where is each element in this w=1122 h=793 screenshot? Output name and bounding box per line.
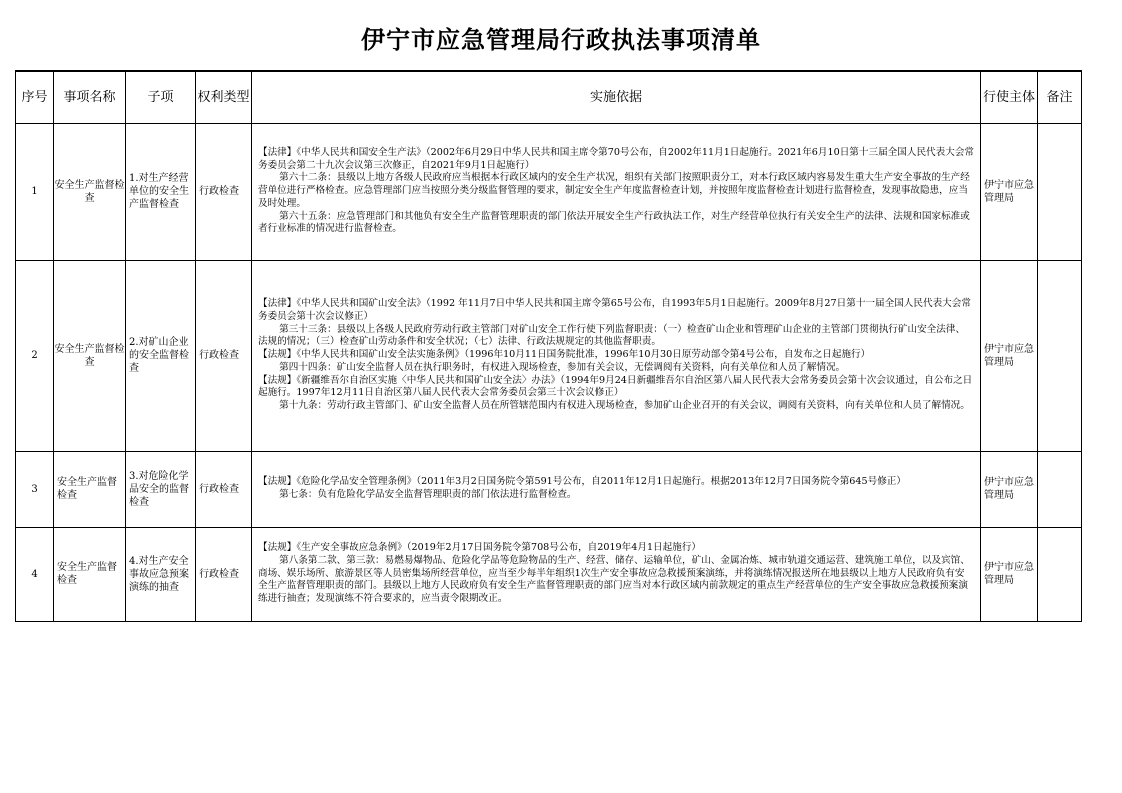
basis-paragraph: 【法规】《危险化学品安全管理条例》（2011年3月2日国务院令第591号公布，自2011年12月1日起施行。根据2013年12月7日国务院令第645号修正） <box>258 476 906 488</box>
header-basis: 实施依据 <box>252 71 981 123</box>
basis-paragraph: 【法规】《新疆维吾尔自治区实施〈中华人民共和国矿山安全法〉办法》（1994年9月24日新疆维吾尔自治区第八届人民代表大会常务委员会第十次会议通过，自公布之日起施行。1997年12月11日自治区第八届人民代表大会常务委员会第三十次会议修正） <box>258 374 973 399</box>
cell-item-name: 安全生产监督检查 <box>54 123 126 260</box>
cell-subject: 伊宁市应急管理局 <box>981 527 1038 621</box>
basis-paragraph: 第七条：负有危险化学品安全监督管理职责的部门依法进行监督检查。 <box>279 489 577 500</box>
table-row <box>16 260 1082 451</box>
basis-paragraph: 第八条第二款、第三款：易燃易爆物品、危险化学品等危险物品的生产、经营、储存、运输单位，矿山、金属冶炼、城市轨道交通运营、建筑施工单位，以及宾馆、商场、娱乐场所、旅游景区等人员密集场所经营单位，应当至少每半年组织1次生产安全事故应急救援预案演练，并将演练情况报送所在地县级以上地方人民政府负有安全生产监督管理职责的部门。县级以上地方人民政府负有安全生产监督管理职责的部门应当对本行政区域内前款规定的重点生产经营单位的生产安全事故应急救援预案演练进行抽查；发现演练不符合要求的，应当责令限期改正。 <box>258 554 970 605</box>
cell-sub-item: 2.对矿山企业的安全监督检查 <box>126 260 196 451</box>
cell-remark <box>1038 527 1082 621</box>
header-subject: 行使主体 <box>981 71 1038 123</box>
cell-basis <box>252 260 981 451</box>
cell-item-name: 安全生产监督检查 <box>54 260 126 451</box>
enforcement-items-table <box>15 70 1082 622</box>
cell-power-type: 行政检查 <box>196 527 252 621</box>
header-power-type: 权利类型 <box>196 71 252 123</box>
cell-sub-item: 3.对危险化学品安全的监督检查 <box>126 451 196 527</box>
table-row <box>16 451 1082 527</box>
header-sub-item: 子项 <box>126 71 196 123</box>
cell-sub-item: 4.对生产安全事故应急预案演练的抽查 <box>126 527 196 621</box>
cell-basis <box>252 451 981 527</box>
basis-paragraph: 【法律】《中华人民共和国安全生产法》（2002年6月29日中华人民共和国主席令第70号公布，自2002年11月1日起施行。2021年6月10日第十三届全国人民代表大会常务委员会第二十九次会议第三次修正，自2021年9月1日起施行） <box>258 147 975 171</box>
page-title: 伊宁市应急管理局行政执法事项清单 <box>361 26 761 54</box>
cell-subject: 伊宁市应急管理局 <box>981 451 1038 527</box>
cell-seq: 1 <box>16 123 54 260</box>
cell-seq: 2 <box>16 260 54 451</box>
cell-remark <box>1038 451 1082 527</box>
cell-basis <box>252 123 981 260</box>
cell-subject: 伊宁市应急管理局 <box>981 123 1038 260</box>
basis-paragraph: 第四十四条：矿山安全监督人员在执行职务时，有权进入现场检查，参加有关会议，无偿调阅有关资料，向有关单位和人员了解情况。 <box>279 361 846 373</box>
cell-seq: 3 <box>16 451 54 527</box>
cell-power-type: 行政检查 <box>196 451 252 527</box>
header-remark: 备注 <box>1038 71 1082 123</box>
table-header-row <box>16 71 1082 123</box>
cell-remark <box>1038 123 1082 260</box>
cell-power-type: 行政检查 <box>196 123 252 260</box>
header-item-name: 事项名称 <box>54 71 126 123</box>
cell-seq: 4 <box>16 527 54 621</box>
basis-paragraph: 第三十三条：县级以上各级人民政府劳动行政主管部门对矿山安全工作行使下列监督职责：（一）检查矿山企业和管理矿山企业的主管部门贯彻执行矿山安全法律、法规的情况；（三）检查矿山劳动条件和安全状况；（七）法律、行政法规规定的其他监督职责。 <box>258 323 966 348</box>
basis-paragraph: 第六十二条：县级以上地方各级人民政府应当根据本行政区域内的安全生产状况，组织有关部门按照职责分工，对本行政区域内容易发生重大生产安全事故的生产经营单位进行严格检查。应急管理部门应当按照分类分级监督管理的要求，制定安全生产年度监督检查计划，并按照年度监督检查计划进行监督检查，发现事故隐患，应当及时处理。 <box>258 172 970 209</box>
basis-paragraph: 【法规】《中华人民共和国矿山安全法实施条例》（1996年10月11日国务院批准，1996年10月30日原劳动部令第4号公布，自发布之日起施行） <box>258 349 871 361</box>
table-row <box>16 123 1082 260</box>
cell-item-name: 安全生产监督检查 <box>54 451 126 527</box>
cell-remark <box>1038 260 1082 451</box>
basis-paragraph: 第十九条：劳动行政主管部门、矿山安全监督人员在所管辖范围内有权进入现场检查，参加矿山企业召开的有关会议，调阅有关资料，向有关单位和人员了解情况。 <box>279 399 970 411</box>
cell-sub-item: 1.对生产经营单位的安全生产监督检查 <box>126 123 196 260</box>
cell-power-type: 行政检查 <box>196 260 252 451</box>
basis-paragraph: 【法规】《生产安全事故应急条例》（2019年2月17日国务院令第708号公布，自2019年4月1日起施行） <box>258 542 702 554</box>
cell-basis <box>252 527 981 621</box>
basis-paragraph: 【法律】《中华人民共和国矿山安全法》（1992 年11月7日中华人民共和国主席令第65号公布，自1993年5月1日起施行。2009年8月27日第十一届全国人民代表大会常务委员会第十次会议修正） <box>258 298 971 323</box>
header-seq: 序号 <box>16 71 54 123</box>
cell-item-name: 安全生产监督检查 <box>54 527 126 621</box>
cell-subject: 伊宁市应急管理局 <box>981 260 1038 451</box>
basis-paragraph: 第六十五条：应急管理部门和其他负有安全生产监督管理职责的部门依法开展安全生产行政执法工作，对生产经营单位执行有关安全生产的法律、法规和国家标准或者行业标准的情况进行监督检查。 <box>258 210 970 235</box>
table-row <box>16 527 1082 621</box>
